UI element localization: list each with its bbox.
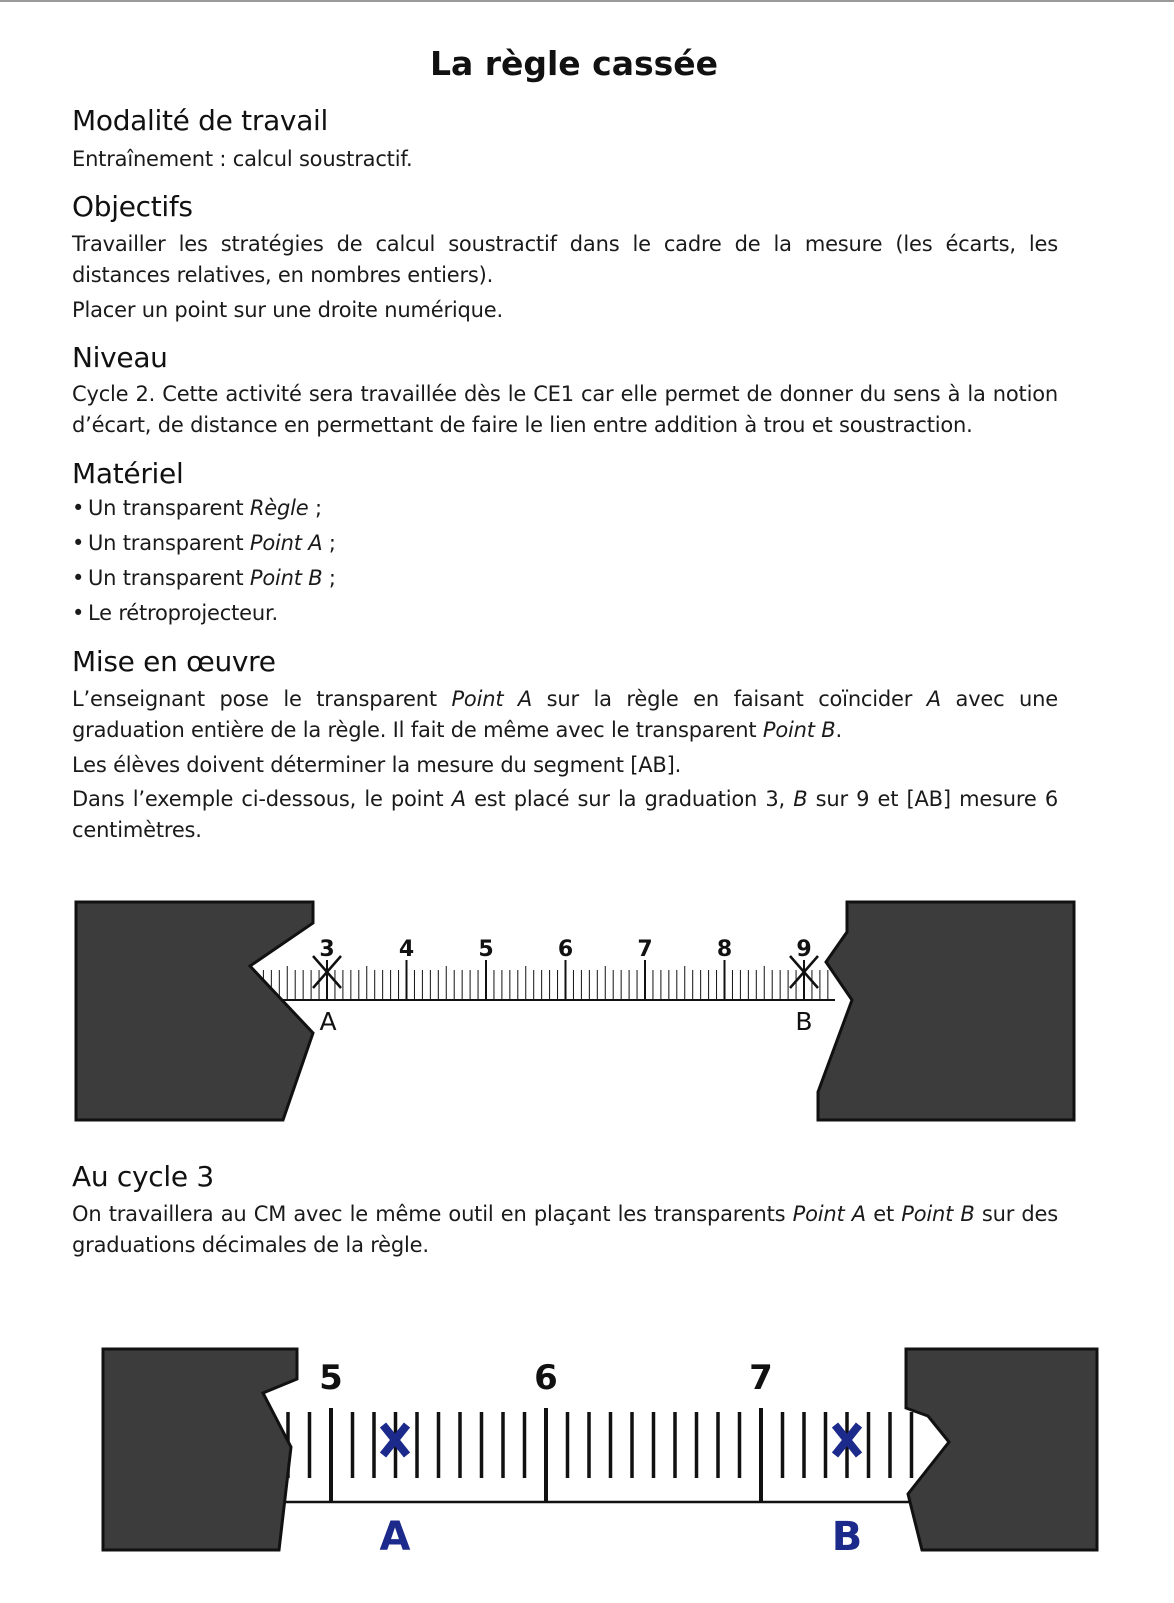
ruler-break-left bbox=[103, 1349, 297, 1550]
point-b-label: B bbox=[795, 1007, 813, 1036]
page-title: La règle cassée bbox=[429, 44, 719, 83]
broken-ruler-figure-1 bbox=[0, 880, 1174, 1130]
ruler-break-left bbox=[76, 902, 313, 1120]
text-mise-2: Les élèves doivent déterminer la mesure du segment [AB]. bbox=[72, 753, 682, 777]
tick-label: 6 bbox=[534, 1358, 558, 1398]
list-item: • Le rétroprojecteur. bbox=[72, 601, 278, 625]
text-objectifs-1: Travailler les stratégies de calcul soustractif dans le cadre de la mesure (les écarts, les distances relatives, en nombres entiers). bbox=[72, 232, 1058, 287]
top-rule bbox=[0, 0, 1174, 2]
broken-ruler-figure-2 bbox=[0, 1330, 1174, 1603]
tick-label: 3 bbox=[319, 937, 335, 962]
tick-label: 5 bbox=[319, 1358, 343, 1398]
ruler-break-right bbox=[818, 902, 1074, 1120]
tick-label: 8 bbox=[716, 937, 733, 962]
point-b-label: B bbox=[831, 1514, 863, 1560]
text-niveau: Cycle 2. Cette activité sera travaillée dès le CE1 car elle permet de donner du sens à la notion d’écart, de distance en permettant de faire le lien entre addition à trou et soustraction. bbox=[72, 382, 1058, 437]
heading-objectifs: Objectifs bbox=[72, 190, 193, 223]
tick-label: 4 bbox=[398, 937, 415, 962]
text-objectifs-2: Placer un point sur une droite numérique. bbox=[72, 298, 503, 322]
text-modalite: Entraînement : calcul soustractif. bbox=[72, 147, 413, 171]
list-item: • Un transparent Règle ; bbox=[72, 496, 322, 520]
heading-cycle-3: Au cycle 3 bbox=[72, 1160, 214, 1193]
heading-modalite: Modalité de travail bbox=[72, 104, 329, 137]
tick-label: 6 bbox=[557, 937, 574, 962]
point-a-label: A bbox=[319, 1007, 337, 1036]
point-a-label: A bbox=[379, 1514, 411, 1560]
tick-label: 5 bbox=[478, 937, 494, 962]
text-mise-3: Dans l’exemple ci-dessous, le point A est placé sur la graduation 3, B sur 9 et [AB] mesure 6 centimètres. bbox=[72, 787, 1058, 842]
tick-label: 7 bbox=[637, 937, 653, 962]
heading-materiel: Matériel bbox=[72, 457, 184, 490]
list-item: • Un transparent Point A ; bbox=[72, 531, 336, 555]
text-mise-1: L’enseignant pose le transparent Point A sur la règle en faisant coïncider A avec une graduation entière de la règle. Il fait de même avec le transparent Point B. bbox=[72, 687, 1059, 742]
ruler-break-right bbox=[906, 1349, 1097, 1550]
heading-mise-en-oeuvre: Mise en œuvre bbox=[72, 645, 276, 678]
text-cycle-3: On travaillera au CM avec le même outil en plaçant les transparents Point A et Point B sur des graduations décimales de la règle. bbox=[72, 1202, 1058, 1257]
heading-niveau: Niveau bbox=[72, 341, 168, 374]
list-item: • Un transparent Point B ; bbox=[72, 566, 336, 590]
tick-label: 9 bbox=[796, 937, 812, 962]
ruler-ticks bbox=[255, 960, 827, 1000]
tick-label: 7 bbox=[749, 1358, 773, 1398]
ruler-ticks-decimal bbox=[267, 1408, 912, 1502]
